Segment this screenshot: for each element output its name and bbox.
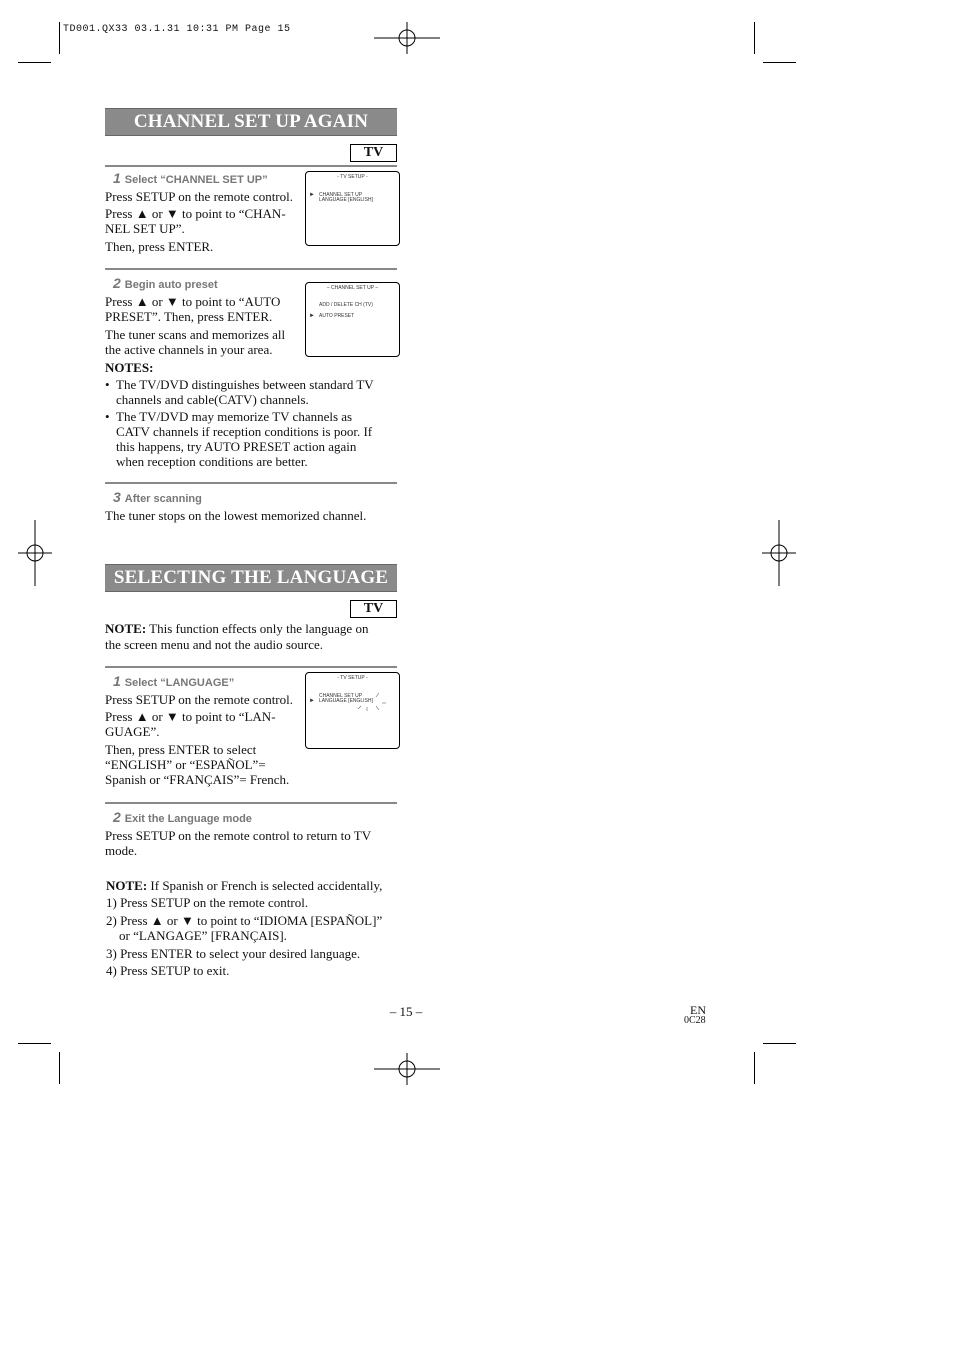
section-title-channel-setup: CHANNEL SET UP AGAIN: [105, 108, 397, 136]
registration-mark-bottom: [374, 1053, 440, 1085]
step-rule: [105, 802, 397, 804]
crop-mark: [754, 1052, 755, 1084]
accidental-language-note: NOTE: If Spanish or French is selected accidentally, 1) Press SETUP on the remote control. 2) Press ▲ or ▼ to point to “IDIOMA [ESPAÑOL]” or “LANGAGE” [FRANÇAIS]. 3) Press ENTER to select your desired language. 4) Press SETUP to exit.: [106, 878, 383, 978]
step-rule: [105, 666, 397, 668]
step-text: Press SETUP on the remote control to return to TV mode.: [105, 828, 372, 858]
registration-mark-right: [762, 520, 796, 586]
tv-badge: TV: [350, 600, 397, 618]
highlight-sparkle-icon: [352, 691, 388, 713]
registration-mark-left: [18, 520, 52, 586]
step-rule: [105, 165, 397, 167]
step-heading: 2 Exit the Language mode: [113, 809, 252, 825]
step-text: Press SETUP on the remote control. Press ▲ or ▼ to point to “CHAN- NEL SET UP”. Then, press ENTER.: [105, 189, 293, 254]
step-rule: [105, 482, 397, 484]
registration-mark-top: [374, 22, 440, 54]
crop-mark: [59, 1052, 60, 1084]
language-code: EN: [690, 1003, 706, 1017]
notes-block: NOTES: • The TV/DVD distinguishes between standard TV channels and cable(CATV) channels. • The TV/DVD may memorize TV channels as CATV channels if reception conditions is poor. If this happens, try AUTO PRESET action again when reception conditions are better.: [105, 360, 374, 469]
step-text: Press SETUP on the remote control. Press ▲ or ▼ to point to “LAN- GUAGE”. Then, press ENTER to select “ENGLISH” or “ESPAÑOL”= Spanish or “FRANÇAIS”= French.: [105, 692, 293, 787]
crop-mark: [754, 22, 755, 54]
tv-badge: TV: [350, 144, 397, 162]
step-heading: 1 Select “CHANNEL SET UP”: [113, 170, 268, 186]
language-note: NOTE: This function effects only the language on the screen menu and not the audio source.: [105, 621, 369, 652]
page-number: – 15 –: [389, 1004, 423, 1019]
print-slug: TD001.QX33 03.1.31 10:31 PM Page 15: [63, 24, 291, 35]
step-text: Press ▲ or ▼ to point to “AUTO PRESET”. Then, press ENTER. The tuner scans and memorizes all the active channels in your area.: [105, 294, 286, 357]
step-heading: 3 After scanning: [113, 489, 202, 505]
step-text: The tuner stops on the lowest memorized channel.: [105, 508, 367, 523]
tv-screen-illustration: – CHANNEL SET UP – ADD / DELETE CH (TV) ► AUTO PRESET: [305, 282, 400, 357]
step-rule: [105, 268, 397, 270]
tv-screen-illustration: - TV SETUP - ► CHANNEL SET UP LANGUAGE [ENGLISH]: [305, 171, 400, 246]
crop-mark: [18, 62, 51, 63]
step-heading: 2 Begin auto preset: [113, 275, 218, 291]
crop-mark: [763, 1043, 796, 1044]
document-code: 0C28: [684, 1015, 706, 1026]
crop-mark: [763, 62, 796, 63]
step-heading: 1 Select “LANGUAGE”: [113, 673, 235, 689]
crop-mark: [18, 1043, 51, 1044]
crop-mark: [59, 22, 60, 54]
section-title-language: SELECTING THE LANGUAGE: [105, 564, 397, 592]
tv-screen-illustration: - TV SETUP - CHANNEL SET UP ► LANGUAGE [ENGLISH]: [305, 672, 400, 749]
